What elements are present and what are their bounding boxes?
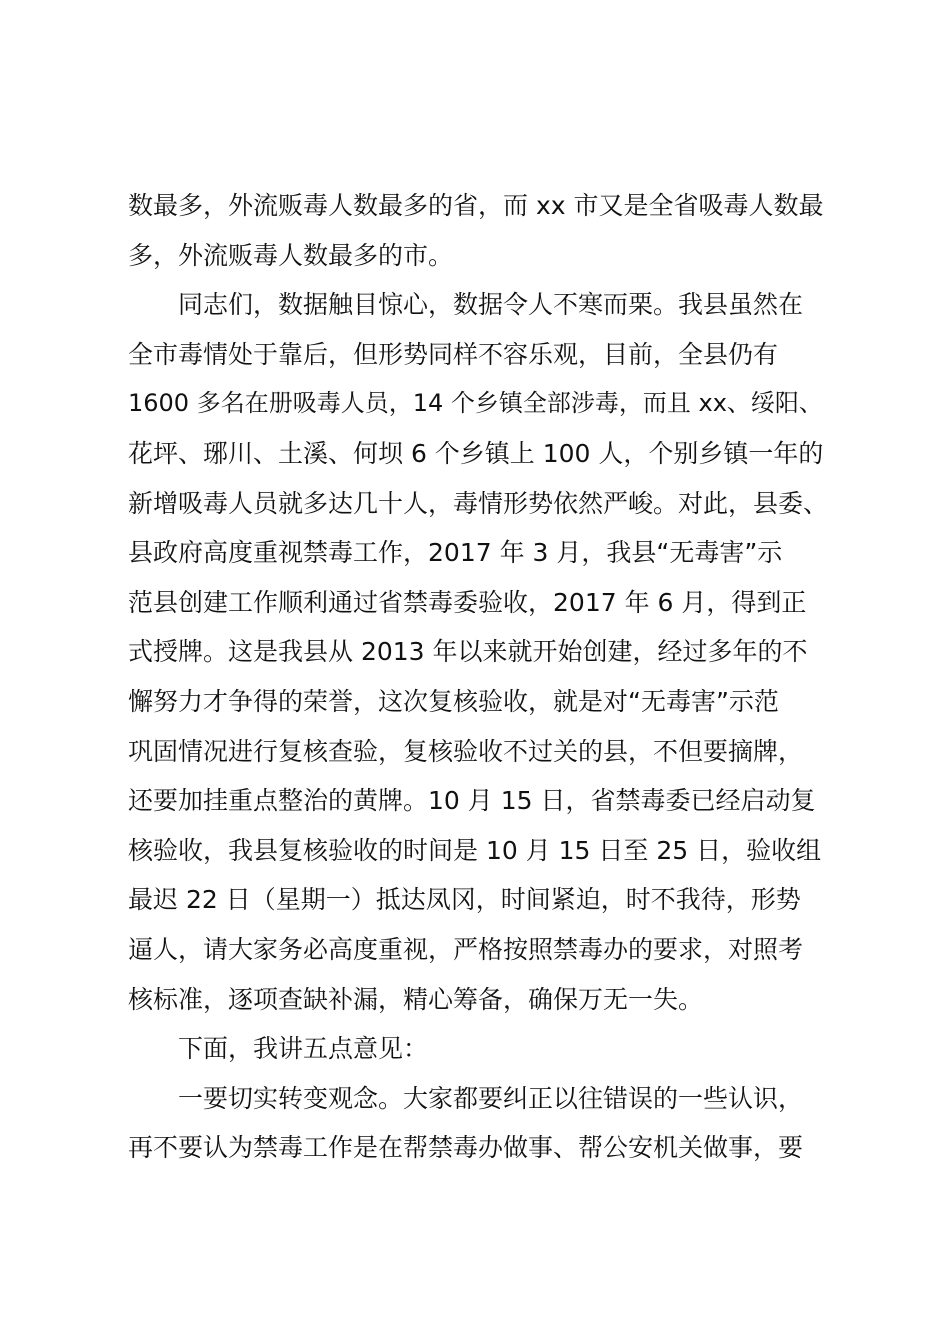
text-line: 逼人，请大家务必高度重视，严格按照禁毒办的要求，对照考 [128, 934, 804, 964]
text-line: 县政府高度重视禁毒工作，2017 年 3 月，我县“无毒害”示 [128, 538, 783, 568]
text-line: 一要切实转变观念。大家都要纠正以往错误的一些认识， [178, 1083, 804, 1113]
text-line: 下面，我讲五点意见： [178, 1034, 429, 1064]
text-line: 还要加挂重点整治的黄牌。10 月 15 日，省禁毒委已经启动复 [128, 786, 816, 816]
text-line: 再不要认为禁毒工作是在帮禁毒办做事、帮公安机关做事，要 [128, 1133, 804, 1163]
text-line: 巩固情况进行复核查验，复核验收不过关的县，不但要摘牌， [128, 736, 804, 766]
text-line: 多，外流贩毒人数最多的市。 [128, 240, 454, 270]
text-line: 范县创建工作顺利通过省禁毒委验收，2017 年 6 月，得到正 [128, 587, 807, 617]
text-line: 同志们，数据触目惊心，数据令人不寒而栗。我县虽然在 [178, 290, 804, 320]
body-text [128, 181, 832, 1173]
text-line: 核标准，逐项查缺补漏，精心筹备，确保万无一失。 [128, 984, 704, 1014]
text-line: 1600 多名在册吸毒人员，14 个乡镇全部涉毒，而且 xx、绥阳、 [128, 389, 823, 418]
text-line: 最迟 22 日（星期一）抵达凤冈，时间紧迫，时不我待，形势 [128, 885, 801, 915]
text-line: 核验收，我县复核验收的时间是 10 月 15 日至 25 日，验收组 [128, 835, 822, 865]
text-line: 懈努力才争得的荣誉，这次复核验收，就是对“无毒害”示范 [128, 686, 779, 716]
text-line: 新增吸毒人员就多达几十人，毒情形势依然严峻。对此，县委、 [128, 488, 829, 518]
text-line: 式授牌。这是我县从 2013 年以来就开始创建，经过多年的不 [128, 637, 808, 667]
text-line: 花坪、琊川、土溪、何坝 6 个乡镇上 100 人，个别乡镇一年的 [128, 438, 824, 468]
text-line: 全市毒情处于靠后，但形势同样不容乐观，目前，全县仍有 [128, 339, 779, 369]
text-line: 数最多，外流贩毒人数最多的省，而 xx 市又是全省吸毒人数最 [128, 191, 824, 220]
